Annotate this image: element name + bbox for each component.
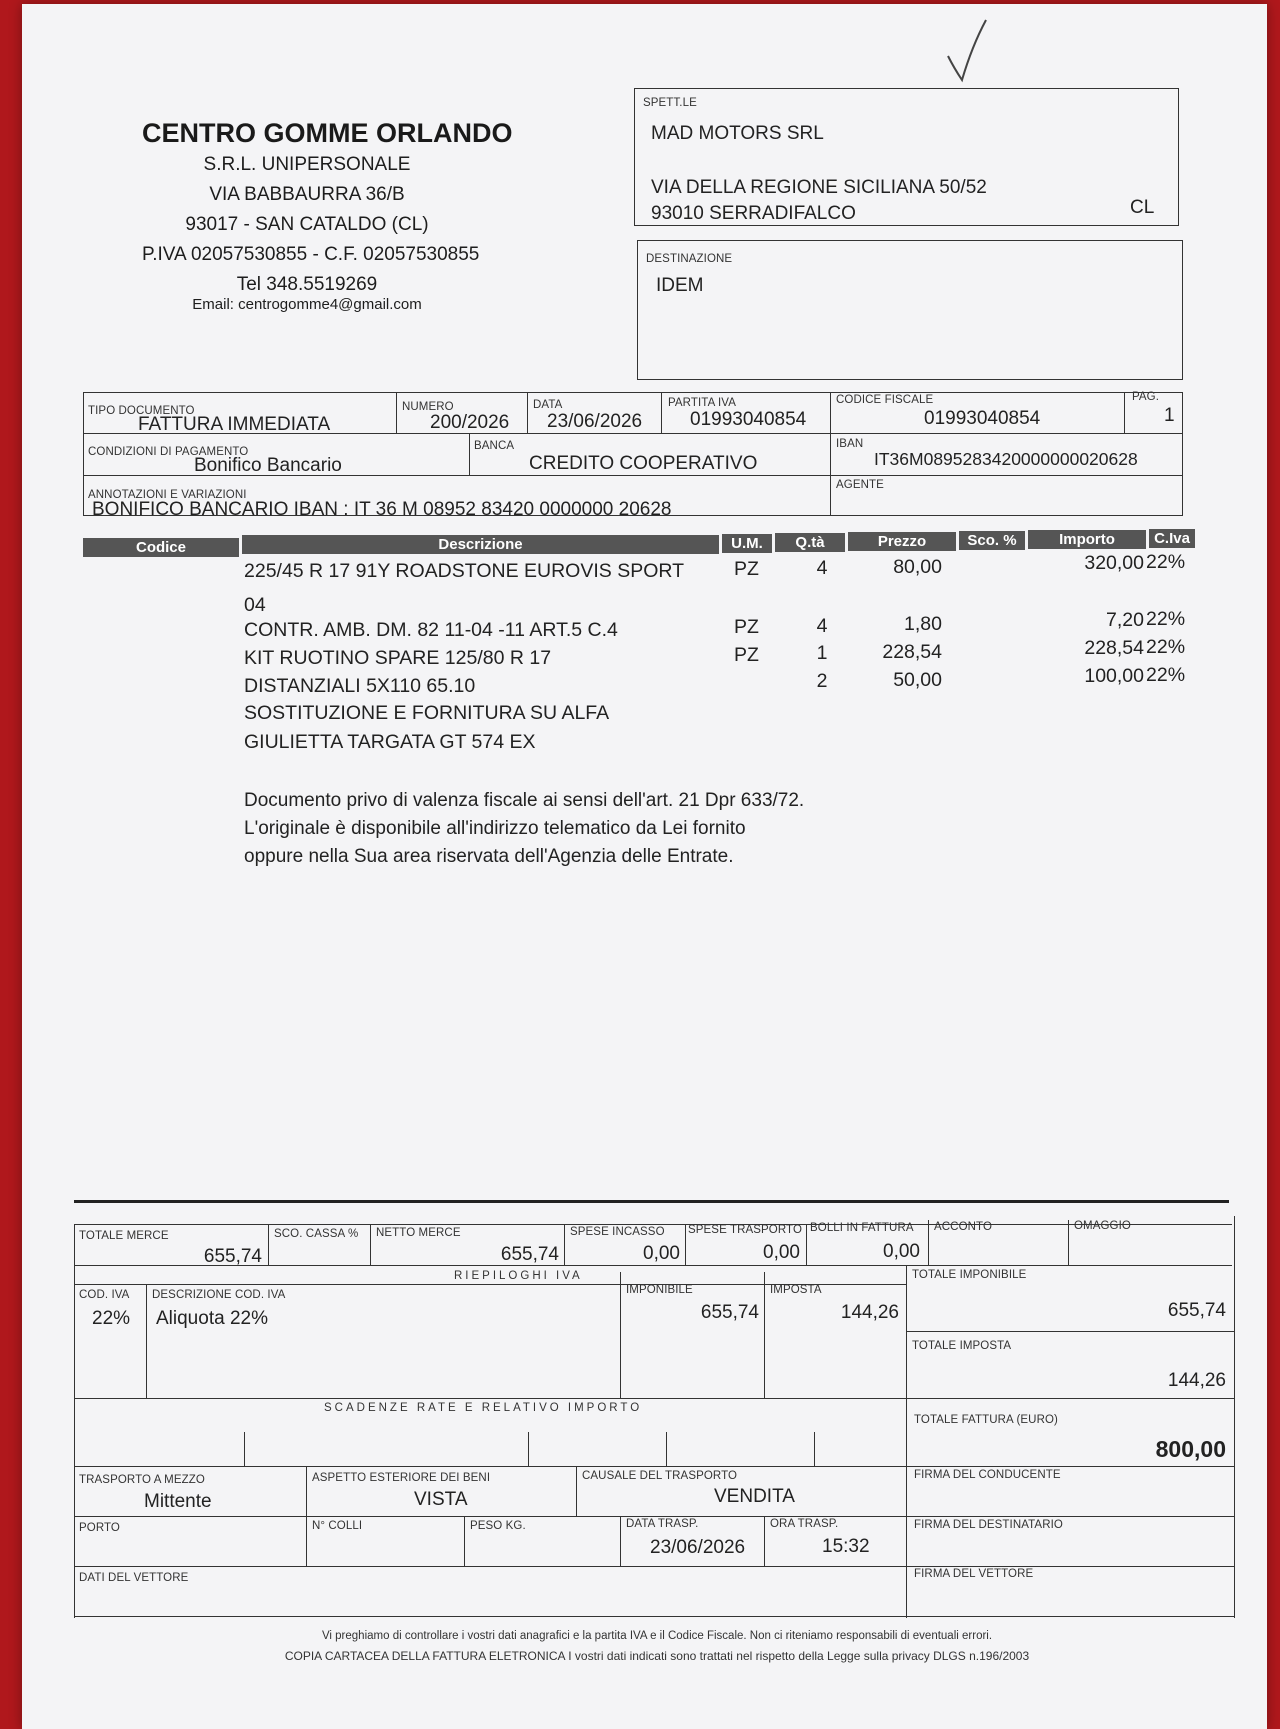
row-description: CONTR. AMB. DM. 82 11-04 -11 ART.5 C.4: [244, 619, 618, 641]
iban-label: IBAN: [836, 438, 864, 450]
recipient-name: MAD MOTORS SRL: [651, 123, 824, 144]
row-amount: 320,00: [1084, 552, 1144, 574]
tot-imponibile: 655,74: [1167, 1300, 1226, 1321]
porto-label: PORTO: [79, 1522, 120, 1534]
colli-label: N° COLLI: [312, 1520, 363, 1532]
row-description: KIT RUOTINO SPARE 125/80 R 17: [244, 647, 552, 669]
imponibile: 655,74: [700, 1302, 759, 1323]
sender-street: VIA BABBAURRA 36/B: [209, 184, 405, 205]
col-amount: Importo: [1028, 530, 1146, 549]
col-description: Descrizione: [242, 535, 719, 554]
row-amount: 7,20: [1106, 609, 1144, 631]
row-um: PZ: [734, 644, 759, 666]
cod-iva-label: COD. IVA: [79, 1289, 130, 1301]
doc-date: 23/06/2026: [547, 411, 643, 432]
row-amount: 228,54: [1084, 637, 1144, 659]
row-price: 1,80: [904, 613, 942, 635]
cod-iva: 22%: [92, 1308, 131, 1329]
sender-city: 93017 - SAN CATALDO (CL): [185, 214, 429, 235]
disclaimer-line: L'originale è disponibile all'indirizzo telematico da Lei fornito: [244, 818, 746, 839]
firma-vettore-label: FIRMA DEL VETTORE: [914, 1568, 1034, 1580]
sco-cassa-label: SCO. CASSA %: [274, 1228, 359, 1240]
row-vat: 22%: [1146, 636, 1186, 658]
doc-fiscal-code-label: CODICE FISCALE: [836, 394, 934, 406]
row-um: PZ: [734, 616, 759, 638]
ora-trasp-label: ORA TRASP.: [770, 1518, 839, 1530]
imposta: 144,26: [840, 1302, 899, 1323]
bolli: 0,00: [883, 1241, 920, 1262]
data-trasp-label: DATA TRASP.: [626, 1518, 699, 1530]
data-trasp: 23/06/2026: [650, 1537, 746, 1558]
sender-legal-form: S.R.L. UNIPERSONALE: [203, 154, 411, 175]
desc-iva-label: DESCRIZIONE COD. IVA: [152, 1289, 286, 1301]
row-qty: 1: [816, 642, 828, 664]
doc-type-label: TIPO DOCUMENTO: [88, 405, 195, 417]
mezzo-label: TRASPORTO A MEZZO: [79, 1474, 205, 1486]
col-vat-code: C.Iva: [1149, 529, 1195, 548]
footer-note: Vi preghiamo di controllare i vostri dati anagrafici e la partita IVA e il Codice Fiscale. Non ci riteniamo responsabili di eventuali errori.: [321, 1630, 993, 1642]
omaggio-label: OMAGGIO: [1074, 1220, 1131, 1232]
col-um: U.M.: [722, 534, 772, 553]
doc-fiscal-code: 01993040854: [924, 408, 1041, 429]
bank-label: BANCA: [474, 440, 515, 452]
recipient-label: SPETT.LE: [643, 97, 697, 109]
notes-value: BONIFICO BANCARIO IBAN : IT 36 M 08952 83420 0000000 20628: [92, 499, 672, 520]
notes-label: ANNOTAZIONI E VARIAZIONI: [88, 489, 247, 501]
tot-fattura: 800,00: [1155, 1436, 1226, 1462]
row-qty: 2: [816, 670, 828, 692]
doc-date-label: DATA: [533, 399, 563, 411]
acconto-label: ACCONTO: [934, 1221, 992, 1233]
col-price: Prezzo: [848, 532, 956, 551]
row-vat: 22%: [1146, 551, 1186, 573]
spese-trasporto: 0,00: [763, 1242, 800, 1263]
aspetto: VISTA: [414, 1489, 468, 1510]
spese-trasporto-label: SPESE TRASPORTO: [688, 1224, 802, 1236]
row-description: 225/45 R 17 91Y ROADSTONE EUROVIS SPORT: [244, 560, 685, 582]
recipient-box: [634, 88, 1179, 226]
row-description: SOSTITUZIONE E FORNITURA SU ALFA: [244, 702, 610, 724]
sender-email: Email: centrogomme4@gmail.com: [192, 296, 422, 313]
causale: VENDITA: [714, 1486, 795, 1507]
bank-value: CREDITO COOPERATIVO: [529, 453, 758, 474]
total-merce-label: TOTALE MERCE: [79, 1230, 169, 1242]
tot-imposta-label: TOTALE IMPOSTA: [912, 1340, 1012, 1352]
causale-label: CAUSALE DEL TRASPORTO: [582, 1470, 738, 1482]
mezzo: Mittente: [144, 1491, 212, 1512]
doc-vat: 01993040854: [690, 409, 807, 430]
row-price: 228,54: [882, 641, 942, 663]
spese-incasso-label: SPESE INCASSO: [570, 1226, 665, 1238]
row-price: 80,00: [893, 556, 942, 578]
imposta-label: IMPOSTA: [770, 1284, 822, 1296]
row-qty: 4: [816, 557, 828, 579]
checkmark-icon: [942, 16, 992, 86]
tot-fattura-label: TOTALE FATTURA (EURO): [914, 1414, 1058, 1426]
col-discount: Sco. %: [959, 531, 1025, 550]
row-description: 04: [244, 594, 266, 616]
doc-page: 1: [1164, 405, 1175, 426]
doc-page-label: PAG.: [1132, 391, 1160, 403]
doc-type: FATTURA IMMEDIATA: [138, 414, 331, 435]
recipient-province: CL: [1130, 197, 1155, 218]
col-code: Codice: [83, 538, 239, 557]
footer-privacy: COPIA CARTACEA DELLA FATTURA ELETRONICA I vostri dati indicati sono trattati nel rispetto della Legge sulla privacy DLGS n.196/2003: [284, 1649, 1030, 1663]
col-qty: Q.tà: [775, 533, 845, 552]
agent-label: AGENTE: [836, 479, 884, 491]
row-vat: 22%: [1146, 664, 1186, 686]
recipient-street: VIA DELLA REGIONE SICILIANA 50/52: [651, 177, 987, 198]
vettore-label: DATI DEL VETTORE: [79, 1572, 189, 1584]
row-um: PZ: [734, 558, 759, 580]
row-qty: 4: [816, 615, 828, 637]
row-description: GIULIETTA TARGATA GT 574 EX: [244, 731, 536, 753]
total-merce: 655,74: [203, 1246, 262, 1267]
netto-merce: 655,74: [500, 1244, 559, 1265]
destination-value: IDEM: [656, 275, 704, 296]
aspetto-label: ASPETTO ESTERIORE DEI BENI: [312, 1472, 491, 1484]
sender-phone: Tel 348.5519269: [236, 274, 378, 295]
sender-name: CENTRO GOMME ORLANDO: [142, 118, 513, 148]
firma-conducente-label: FIRMA DEL CONDUCENTE: [914, 1469, 1061, 1481]
payment-value: Bonifico Bancario: [194, 455, 342, 476]
doc-vat-label: PARTITA IVA: [668, 397, 736, 409]
invoice-paper: [22, 4, 1267, 1729]
row-price: 50,00: [893, 669, 942, 691]
iban-value: IT36M0895283420000000020628: [874, 449, 1138, 469]
totals-section: [74, 1210, 1236, 1618]
peso-label: PESO KG.: [470, 1520, 526, 1532]
tot-imposta: 144,26: [1167, 1370, 1226, 1391]
row-amount: 100,00: [1084, 665, 1144, 687]
tot-imponibile-label: TOTALE IMPONIBILE: [912, 1269, 1027, 1281]
spese-incasso: 0,00: [643, 1243, 680, 1264]
scadenze-label: SCADENZE RATE E RELATIVO IMPORTO: [324, 1402, 643, 1414]
firma-destinatario-label: FIRMA DEL DESTINATARIO: [914, 1519, 1063, 1531]
recipient-city: 93010 SERRADIFALCO: [651, 203, 856, 224]
netto-merce-label: NETTO MERCE: [376, 1227, 461, 1239]
destination-box: [637, 240, 1183, 380]
disclaimer-line: Documento privo di valenza fiscale ai sensi dell'art. 21 Dpr 633/72.: [244, 790, 805, 811]
row-description: DISTANZIALI 5X110 65.10: [244, 675, 476, 697]
document-info-grid: [83, 391, 1183, 520]
doc-number: 200/2026: [430, 412, 510, 433]
desc-iva: Aliquota 22%: [156, 1308, 268, 1329]
sender-tax-ids: P.IVA 02057530855 - C.F. 02057530855: [142, 244, 480, 265]
row-vat: 22%: [1146, 608, 1186, 630]
imponibile-label: IMPONIBILE: [626, 1284, 693, 1296]
bolli-label: BOLLI IN FATTURA: [810, 1222, 914, 1234]
doc-number-label: NUMERO: [402, 401, 454, 413]
disclaimer-line: oppure nella Sua area riservata dell'Agenzia delle Entrate.: [244, 846, 734, 867]
destination-label: DESTINAZIONE: [646, 253, 733, 265]
ora-trasp: 15:32: [822, 1536, 870, 1557]
payment-label: CONDIZIONI DI PAGAMENTO: [88, 446, 249, 458]
riepiloghi-label: RIEPILOGHI IVA: [454, 1270, 583, 1282]
